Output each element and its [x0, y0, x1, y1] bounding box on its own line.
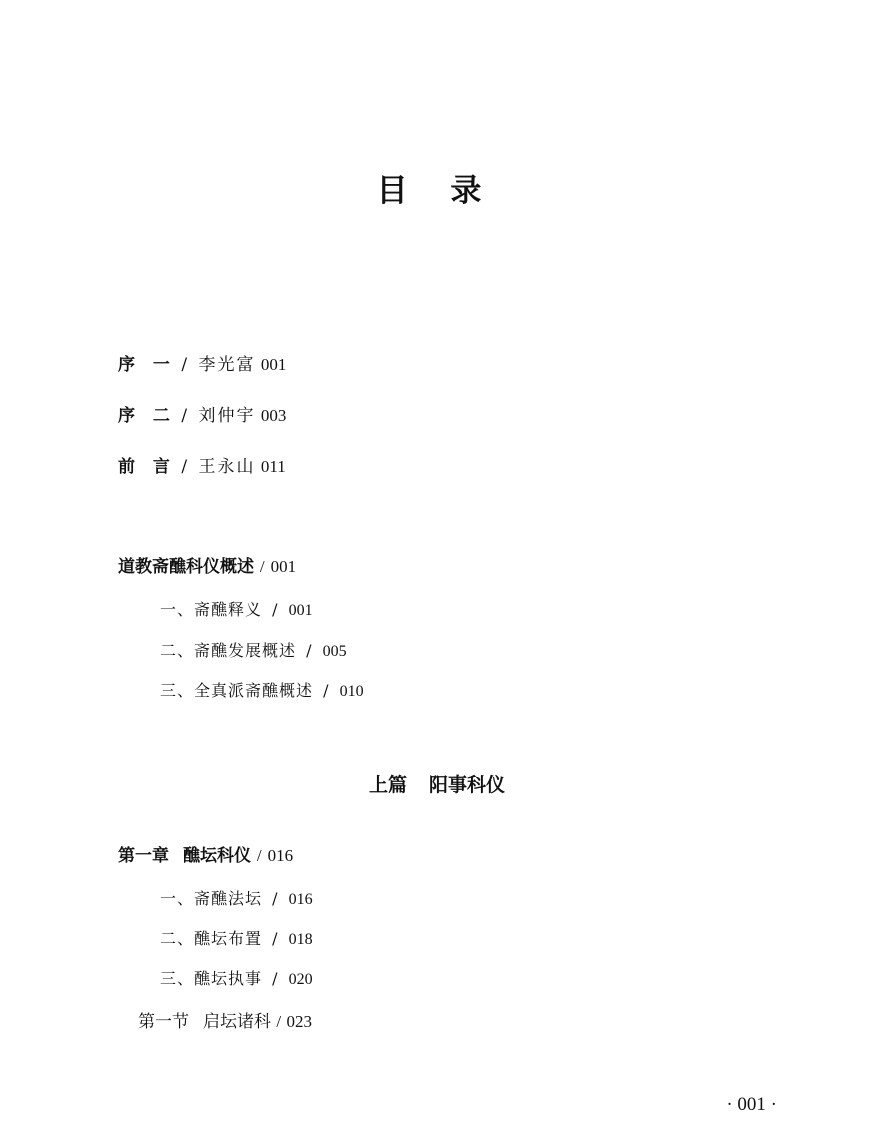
entry-page-number: 018: [288, 931, 313, 948]
entry-separator: /: [181, 406, 188, 426]
entry-title: 道教斋醮科仪概述: [118, 557, 254, 577]
toc-entry-section-1[interactable]: [138, 1007, 312, 1032]
entry-page-number: 003: [260, 406, 287, 425]
entry-separator: /: [272, 969, 279, 988]
chapter-title: 醮坛科仪: [183, 846, 251, 866]
entry-page-number: 023: [286, 1012, 313, 1031]
part-title: 阳事科仪: [429, 774, 506, 796]
entry-page-number: 016: [288, 891, 313, 908]
part-heading: [0, 770, 874, 797]
entry-page-number: 001: [288, 602, 313, 619]
entry-separator: /: [256, 846, 262, 865]
entry-page-number: 010: [339, 683, 364, 700]
toc-entry-preface-2[interactable]: [118, 401, 286, 426]
entry-title: 二、斋醮发展概述: [160, 641, 297, 660]
toc-subentry[interactable]: [160, 886, 313, 909]
entry-title: 三、全真派斋醮概述: [160, 681, 314, 700]
entry-author: 王永山: [198, 457, 256, 477]
entry-separator: /: [259, 557, 265, 576]
toc-subentry[interactable]: [160, 926, 313, 949]
chapter-label: 第一章: [118, 846, 169, 866]
toc-subentry[interactable]: [160, 638, 347, 661]
toc-entry-overview[interactable]: [118, 552, 296, 577]
entry-author: 李光富: [198, 355, 256, 375]
entry-label: 序 二: [118, 406, 176, 426]
entry-title: 一、斋醮法坛: [160, 889, 263, 908]
toc-subentry[interactable]: [160, 678, 364, 701]
entry-page-number: 020: [288, 971, 313, 988]
entry-title: 三、醮坛执事: [160, 969, 263, 988]
entry-page-number: 016: [267, 846, 294, 865]
entry-separator: /: [276, 1012, 282, 1031]
entry-separator: /: [306, 641, 313, 660]
entry-page-number: 001: [260, 355, 287, 374]
entry-label: 前 言: [118, 457, 176, 477]
toc-subentry[interactable]: [160, 597, 313, 620]
entry-separator: /: [272, 889, 279, 908]
entry-page-number: 011: [260, 457, 286, 476]
toc-entry-chapter-1[interactable]: [118, 841, 293, 866]
section-label: 第一节: [138, 1012, 189, 1032]
toc-entry-foreword[interactable]: [118, 452, 286, 477]
entry-separator: /: [181, 355, 188, 375]
entry-separator: /: [323, 681, 330, 700]
entry-separator: /: [181, 457, 188, 477]
entry-title: 二、醮坛布置: [160, 929, 263, 948]
toc-entry-preface-1[interactable]: [118, 350, 286, 375]
toc-subentry[interactable]: [160, 966, 313, 989]
entry-separator: /: [272, 929, 279, 948]
page-folio: · 001 ·: [726, 1094, 777, 1115]
entry-page-number: 005: [322, 643, 347, 660]
page-title: 目 录: [376, 173, 498, 209]
part-label: 上篇: [368, 774, 407, 796]
section-title: 启坛诸科: [203, 1012, 271, 1032]
entry-label: 序 一: [118, 355, 176, 375]
entry-author: 刘仲宇: [198, 406, 256, 426]
entry-title: 一、斋醮释义: [160, 600, 263, 619]
entry-separator: /: [272, 600, 279, 619]
entry-page-number: 001: [270, 557, 297, 576]
